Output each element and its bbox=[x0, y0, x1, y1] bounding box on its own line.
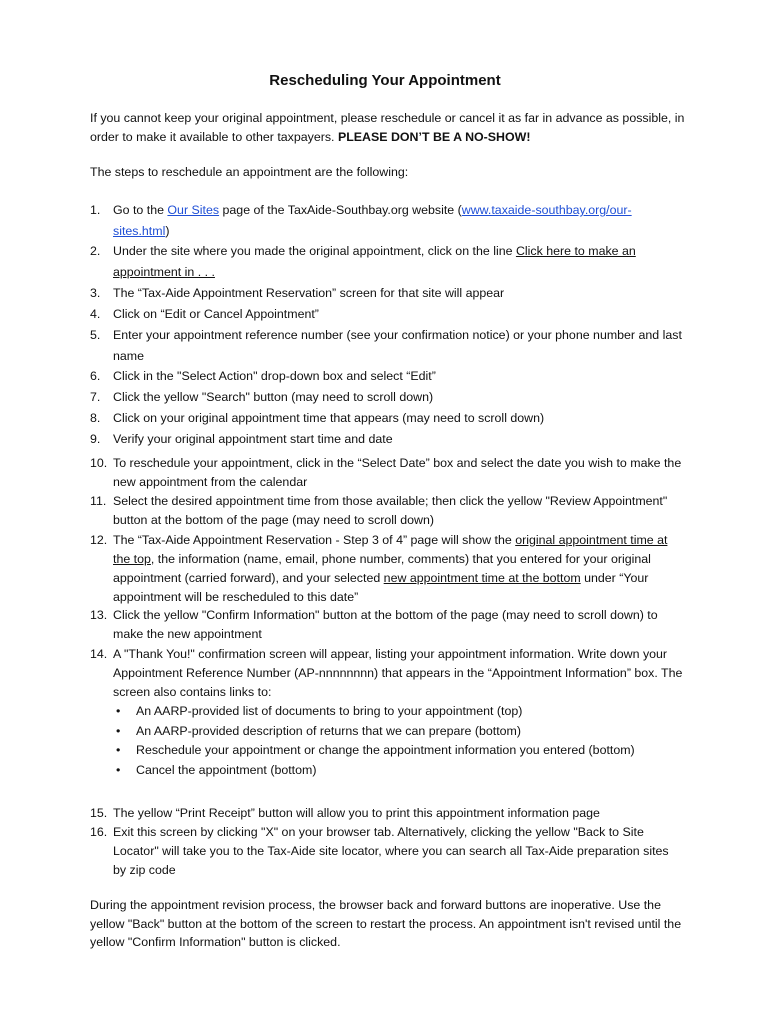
bullet-icon: • bbox=[116, 762, 121, 777]
step-number: 4. bbox=[90, 307, 101, 321]
step-text: Click the yellow "Search" button (may need to scroll down) bbox=[113, 390, 434, 404]
step-text: Click the yellow "Confirm Information" button at the bottom of the page (may need to scroll down) to make the new appointment bbox=[113, 608, 658, 641]
step-text-part: page of the TaxAide-Southbay.org website ( bbox=[219, 203, 462, 217]
step-text-part: ) bbox=[165, 224, 170, 238]
step-text-part: The “Tax-Aide Appointment Reservation - Step 3 of 4” page will show the bbox=[113, 533, 516, 547]
step-number: 15. bbox=[90, 806, 108, 820]
bullet-icon: • bbox=[116, 723, 121, 738]
step-text bbox=[113, 200, 685, 242]
bullet-icon: • bbox=[116, 704, 121, 718]
page-title: Rescheduling Your Appointment bbox=[269, 72, 501, 89]
steps-intro: The steps to reschedule an appointment are the following: bbox=[90, 165, 409, 179]
step-text-part: A "Thank You!" confirmation screen will appear, listing your appointment information. Write down your Appointment Reference Number (AP-nnnnnnnn) that appears in the “Appointment Information” box. The screen also contains links to: bbox=[113, 647, 683, 699]
step-number: 3. bbox=[90, 286, 101, 300]
step-number: 9. bbox=[90, 432, 101, 446]
bullet-text: An AARP-provided list of documents to bring to your appointment (top) bbox=[136, 704, 523, 718]
new-time-text: new appointment time at the bottom bbox=[383, 571, 581, 585]
step-text: To reschedule your appointment, click in the “Select Date” box and select the date you wish to make the new appointment from the calendar bbox=[113, 456, 682, 489]
intro-paragraph bbox=[90, 109, 690, 147]
bullet-text: Reschedule your appointment or change the appointment information you entered (bottom) bbox=[136, 743, 635, 757]
step-number: 12. bbox=[90, 533, 108, 547]
our-sites-link[interactable]: Our Sites bbox=[167, 203, 220, 217]
step-text: Click in the "Select Action" drop-down box and select “Edit” bbox=[113, 369, 436, 383]
step-number: 2. bbox=[90, 244, 101, 258]
step-text: The yellow “Print Receipt” button will allow you to print this appointment information page bbox=[113, 806, 600, 820]
step-number: 1. bbox=[90, 203, 101, 217]
list-item bbox=[113, 722, 685, 742]
step-number: 8. bbox=[90, 411, 101, 425]
no-show-warning: PLEASE DON’T BE A NO-SHOW! bbox=[337, 130, 531, 144]
links-list bbox=[113, 702, 685, 780]
step-text-part: Go to the bbox=[113, 203, 168, 217]
closing-paragraph: During the appointment revision process, the browser back and forward buttons are inoperative. Use the yellow "Back" button at the bottom of the screen to restart the process. An appointment isn't revised until the yellow "Confirm Information" button is clicked. bbox=[90, 898, 682, 949]
intro-text: If you cannot keep your original appointment, please reschedule or cancel it as far in advance as possible, in order to make it available to other taxpayers. bbox=[90, 111, 685, 144]
step-text bbox=[113, 531, 685, 607]
step-text-part: Under the site where you made the original appointment, click on the line bbox=[113, 244, 516, 258]
step-number: 13. bbox=[90, 608, 108, 622]
step-text: The “Tax-Aide Appointment Reservation” screen for that site will appear bbox=[113, 286, 505, 300]
step-text: Select the desired appointment time from those available; then click the yellow "Review Appointment" button at the bottom of the page (may need to scroll down) bbox=[113, 494, 668, 527]
step-number: 7. bbox=[90, 390, 101, 404]
step-text: Exit this screen by clicking "X" on your browser tab. Alternatively, clicking the yellow "Back to Site Locator" will take you to the Tax-Aide site locator, where you can search all Tax-Aide preparation sites by zip code bbox=[113, 825, 669, 877]
step-number: 14. bbox=[90, 647, 108, 661]
step-text: Click on “Edit or Cancel Appointment” bbox=[113, 307, 319, 321]
step-text: Verify your original appointment start time and date bbox=[113, 432, 393, 446]
list-item bbox=[113, 761, 685, 781]
bullet-text: Cancel the appointment (bottom) bbox=[136, 762, 317, 777]
step-text-part: under “Your appointment will be rescheduled to this date” bbox=[113, 571, 649, 604]
list-item bbox=[113, 702, 685, 722]
step-text: Click on your original appointment time that appears (may need to scroll down) bbox=[113, 411, 545, 425]
bullet-text: An AARP-provided description of returns that we can prepare (bottom) bbox=[136, 723, 521, 738]
step-text bbox=[113, 645, 685, 780]
step-text-part: , the information (name, email, phone number, comments) that you entered for your original appointment (carried forward), and your selected bbox=[113, 552, 651, 585]
step-number: 5. bbox=[90, 328, 101, 342]
step-number: 16. bbox=[90, 825, 108, 839]
original-time-text: original appointment time at the top bbox=[113, 533, 668, 566]
click-here-text: Click here to make an appointment in . . . bbox=[113, 244, 636, 279]
bullet-icon: • bbox=[116, 743, 121, 757]
our-sites-url-link[interactable]: www.taxaide-southbay.org/our-sites.html bbox=[113, 203, 632, 238]
step-number: 6. bbox=[90, 369, 101, 383]
list-item bbox=[113, 741, 685, 761]
step-number: 10. bbox=[90, 456, 108, 470]
step-text bbox=[113, 241, 685, 283]
step-text: Enter your appointment reference number (see your confirmation notice) or your phone number and last name bbox=[113, 328, 682, 363]
step-number: 11. bbox=[90, 494, 107, 508]
